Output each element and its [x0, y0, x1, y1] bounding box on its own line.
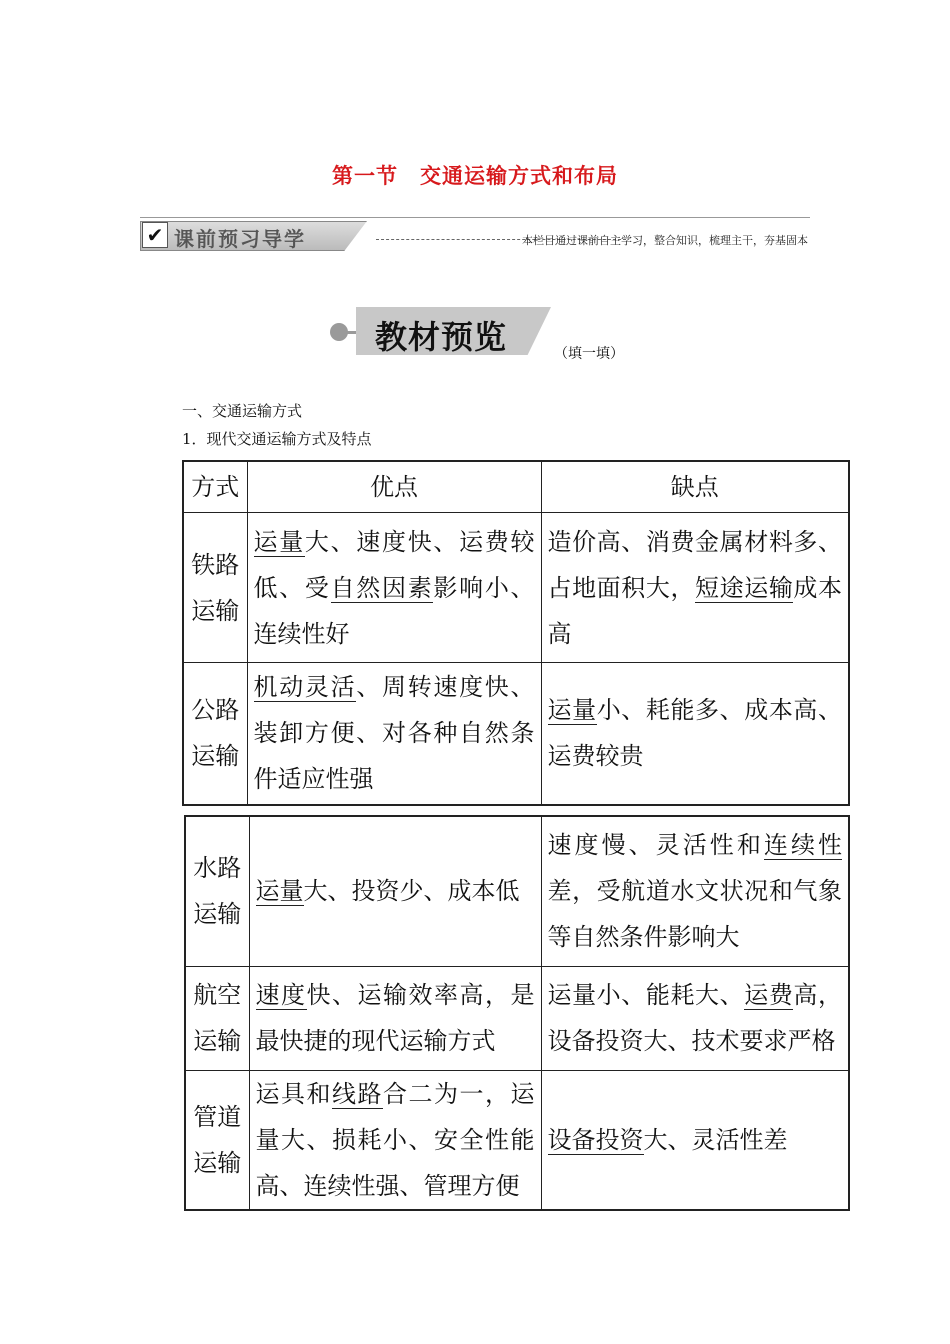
cell-text: 大、速度快、运费较低、受	[253, 527, 535, 602]
cell-text: 大、灵活性差	[643, 1125, 788, 1154]
cons-cell	[541, 663, 849, 805]
preview-sub: （填一填）	[554, 346, 624, 362]
pros-cell	[249, 816, 541, 966]
cell-text: 运量小、能耗大、	[547, 981, 745, 1009]
underlined-keyword: 连续性	[763, 831, 843, 860]
cell-text: 成本高	[547, 573, 843, 648]
underlined-keyword: 运量	[253, 527, 305, 556]
divider	[140, 217, 810, 218]
table-row	[183, 663, 849, 805]
transport-table-part1	[182, 460, 850, 806]
underlined-keyword: 自然因素	[330, 573, 434, 602]
mode-cell: 铁路 运输	[183, 513, 247, 663]
cell-text: 合二为一，运量大、损耗小、安全性能高、连续性强、管理方便	[255, 1079, 535, 1200]
cell-text: 差，受航道水文状况和气象等自然条件影响大	[547, 877, 842, 952]
cell-text: 大、投资少、成本低	[303, 877, 520, 906]
underlined-keyword: 线路	[332, 1079, 383, 1108]
table-row	[185, 966, 849, 1070]
underlined-keyword: 设备投资	[547, 1125, 644, 1154]
preview-header	[330, 305, 630, 365]
banner-note: 本栏目通过课前自主学习，整合知识，梳理主干，夯基固本	[522, 234, 808, 247]
banner-label: 课前预习导学	[174, 227, 306, 251]
cell-text: 影响小、连续性好	[253, 573, 535, 648]
mode-cell: 公路 运输	[183, 663, 247, 805]
mode-cell: 水路 运输	[185, 816, 249, 966]
header-mode: 方式	[183, 461, 247, 513]
cell-text: 运具和	[255, 1079, 332, 1108]
cons-cell	[541, 816, 849, 966]
section-banner	[140, 217, 810, 251]
pros-cell	[247, 663, 541, 805]
header-cons: 缺点	[541, 461, 849, 513]
cons-cell	[541, 1070, 849, 1210]
cell-text: 造价高、消费金属材料多、占地面积大，	[547, 527, 842, 602]
check-icon: ✔	[142, 222, 168, 248]
subsection-heading: 1．现代交通运输方式及特点	[182, 430, 372, 448]
table-row	[183, 513, 849, 663]
header-pros: 优点	[247, 461, 541, 513]
mode-cell: 管道 运输	[185, 1070, 249, 1210]
underlined-keyword: 运量	[255, 877, 304, 906]
underlined-keyword: 机动灵活	[253, 673, 357, 702]
cell-text: 小、耗能多、成本高、运费较贵	[547, 696, 843, 771]
cell-text: 、周转速度快、装卸方便、对各种自然条件适应性强	[253, 673, 535, 794]
pros-cell	[247, 513, 541, 663]
mode-cell: 航空 运输	[185, 966, 249, 1070]
transport-table-part2	[184, 815, 850, 1211]
table-header-row	[183, 461, 849, 513]
table-row	[185, 1070, 849, 1210]
underlined-keyword: 短途运输	[695, 573, 794, 602]
cell-text: 高，设备投资大、技术要求严格	[547, 981, 843, 1055]
table-row	[185, 816, 849, 966]
pros-cell	[249, 1070, 541, 1210]
underlined-keyword: 运量	[547, 696, 597, 725]
section-heading: 一、交通运输方式	[182, 402, 303, 420]
underlined-keyword: 运费	[744, 981, 794, 1009]
cell-text: 快、运输效率高，是最快捷的现代运输方式	[255, 981, 535, 1055]
cell-text: 速度慢、灵活性和	[547, 831, 764, 860]
cons-cell	[541, 513, 849, 663]
preview-label: 教材预览	[375, 318, 508, 356]
page-title: 第一节 交通运输方式和布局	[332, 164, 618, 188]
underlined-keyword: 速度	[255, 981, 307, 1009]
cons-cell	[541, 966, 849, 1070]
pros-cell	[249, 966, 541, 1070]
